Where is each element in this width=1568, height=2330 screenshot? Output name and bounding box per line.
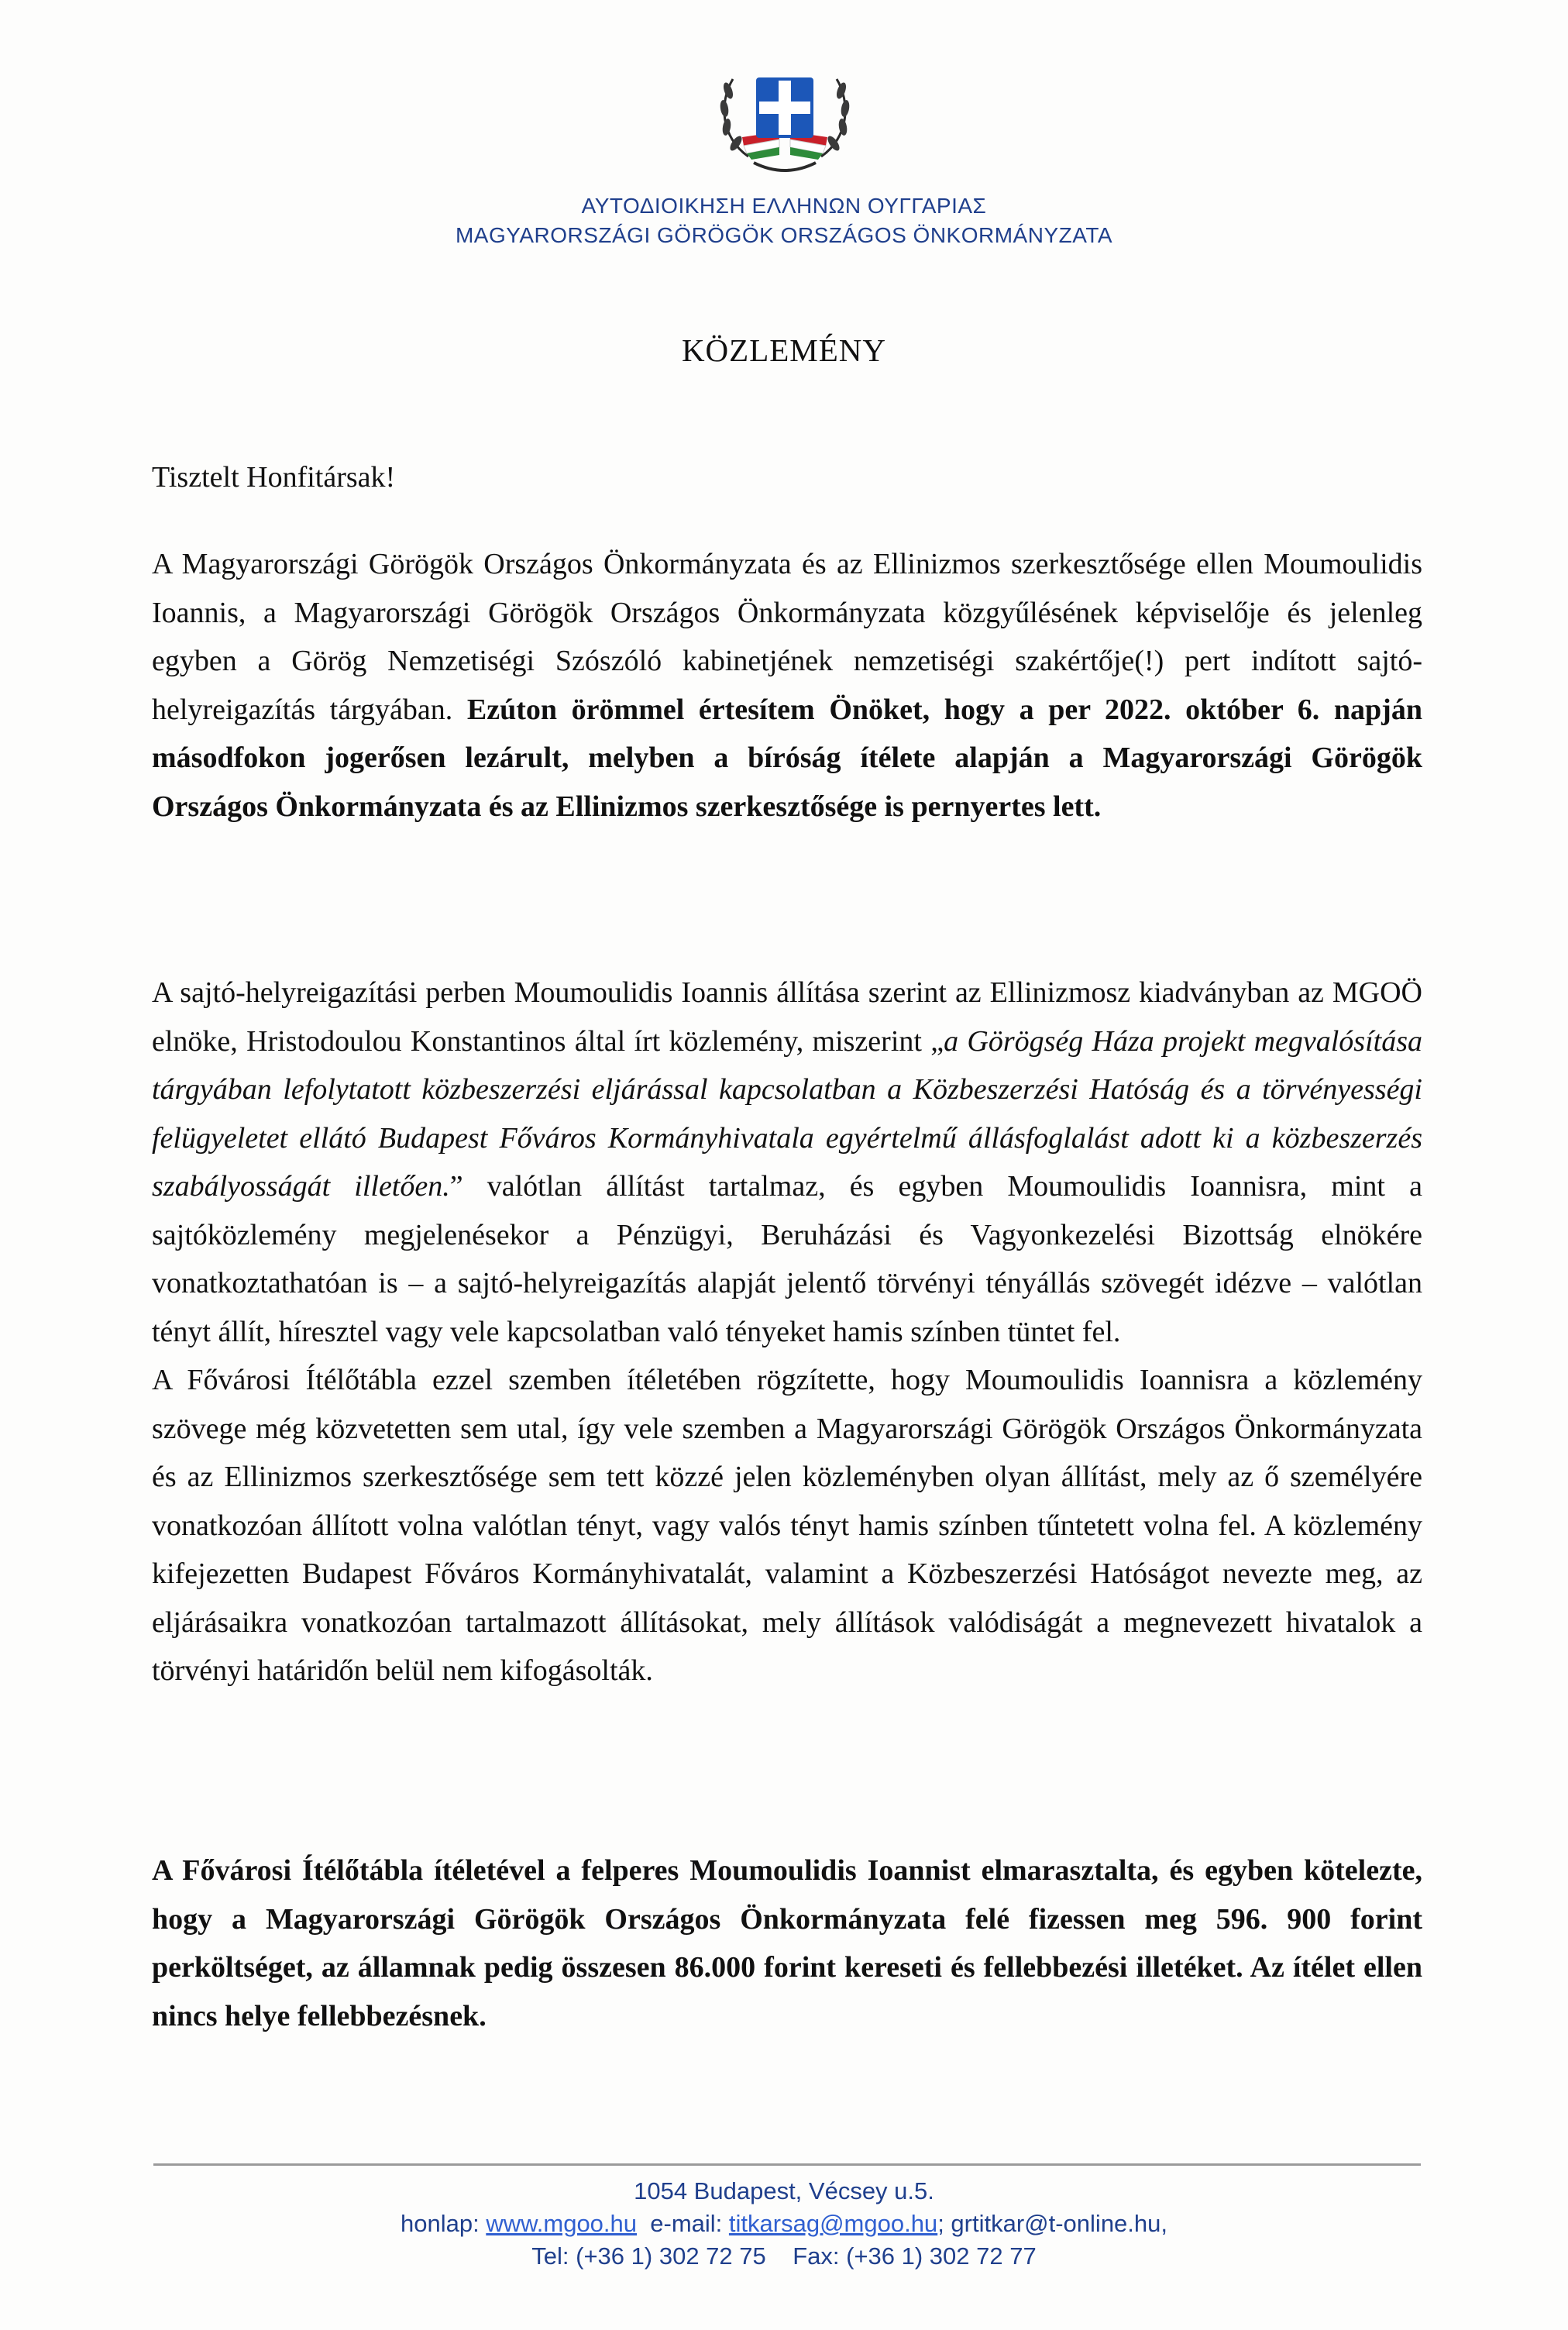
- tel-number: Tel: (+36 1) 302 72 75: [531, 2242, 766, 2270]
- org-name-greek: ΑΥΤΟΔΙΟΙΚΗΣΗ ΕΛΛΗΝΩΝ ΟΥΓΓΑΡΙΑΣ: [581, 194, 987, 218]
- paragraph-1: [152, 540, 1422, 831]
- paragraph-2-quote: a Görögség Háza projekt megvalósítása tárgyában lefolytatott közbeszerzési eljárással kapcsolatban a Közbeszerzési Hatóság és a törvényességi felügyeletet ellátó Budapest Főváros Kormányhivatala egyértelmű állásfoglalást adott ki a közbeszerzés szabályosságát illetően.: [152, 1024, 1422, 1203]
- paragraph-2: [152, 969, 1422, 1695]
- homepage-link[interactable]: www.mgoo.hu: [486, 2210, 638, 2237]
- paragraph-2-rest: ” valótlan állítást tartalmaz, és egyben Moumoulidis Ioannisra, mint a sajtóközlemény megjelenésekor a Pénzügyi, Beruházási és Vagyonkezelési Bizottság elnökére vonatkoztathatóan is – a sajtó-helyreigazítás alapját jelentő törvényi tényállás szövegét idézve – valótlan tényt állít, híresztel vagy vele kapcsolatban való tényeket hamis színben tüntet fel.: [152, 1170, 1422, 1348]
- footer-address: 1054 Budapest, Vécsey u.5.: [634, 2177, 934, 2204]
- email-secondary: ; grtitkar@t-online.hu,: [937, 2210, 1168, 2237]
- paragraph-2-intro: A sajtó-helyreigazítási perben Moumoulidis Ioannis állítása szerint az Ellinizmosz kiadványban az MGOÖ elnöke, Hristodoulou Konstantinos által írt közlemény, miszerint „: [152, 976, 1422, 1058]
- paragraph-2-second: A Fővárosi Ítélőtábla ezzel szemben ítéletében rögzítette, hogy Moumoulidis Ioannisra a közlemény szövege még közvetetten sem utal, így vele szemben a Magyarországi Görögök Országos Önkormányzata és az Ellinizmos szerkesztősége sem tett közzé jelen közleményben olyan állítást, mely az ő személyére vonatkozóan állított volna valótlan tényt, vagy valós tényt hamis színben tűntetett volna fel. A közlemény kifejezetten Budapest Főváros Kormányhivatalát, valamint a Közbeszerzési Hatóságot nevezte meg, az eljárásaikra vonatkozóan tartalmazott állításokat, mely állítások valódiságát a megnevezett hivatalok a törvényi határidőn belül nem kifogásolták.: [152, 1364, 1422, 1687]
- cross-shield-laurel-icon: [688, 64, 882, 180]
- email-link[interactable]: titkarsag@mgoo.hu: [728, 2210, 938, 2237]
- footer-contacts: [0, 2210, 1568, 2238]
- paragraph-1-text: A Magyarországi Görögök Országos Önkormányzata és az Ellinizmos szerkesztősége ellen Moumoulidis Ioannis, a Magyarországi Görögök Országos Önkormányzata közgyűlésének képviselője és jelenleg egyben a Görög Nemzetiségi Szószóló kabinetjének nemzetiségi szakértője(!) pert indított sajtó-helyreigazítás tárgyában.: [152, 548, 1422, 726]
- org-name-hungarian: MAGYARORSZÁGI GÖRÖGÖK ORSZÁGOS ÖNKORMÁNYZATA: [455, 223, 1113, 247]
- fax-number: Fax: (+36 1) 302 72 77: [793, 2242, 1037, 2270]
- footer-divider: [153, 2163, 1421, 2166]
- paragraph-3: [152, 1846, 1422, 2040]
- paragraph-3-text: A Fővárosi Ítélőtábla ítéletével a felperes Moumoulidis Ioannist elmarasztalta, és egyben kötelezte, hogy a Magyarországi Görögök Országos Önkormányzata felé fizessen meg 596. 900 forint perköltséget, az államnak pedig összesen 86.000 forint kereseti és fellebbezési illetéket. Az ítélet ellen nincs helye fellebbezésnek.: [152, 1854, 1422, 2032]
- footer-phone: [0, 2242, 1568, 2270]
- email-label: e-mail:: [650, 2210, 729, 2237]
- salutation: Tisztelt Honfitársak!: [152, 461, 396, 494]
- homepage-label: honlap:: [400, 2210, 487, 2237]
- paragraph-1-bold: Ezúton örömmel értesítem Önöket, hogy a per 2022. október 6. napján másodfokon jogerősen lezárult, melyben a bíróság ítélete alapján a Magyarországi Görögök Országos Önkormányzata és az Ellinizmos szerkesztősége is pernyertes lett.: [152, 693, 1422, 823]
- page-title: KÖZLEMÉNY: [681, 332, 887, 368]
